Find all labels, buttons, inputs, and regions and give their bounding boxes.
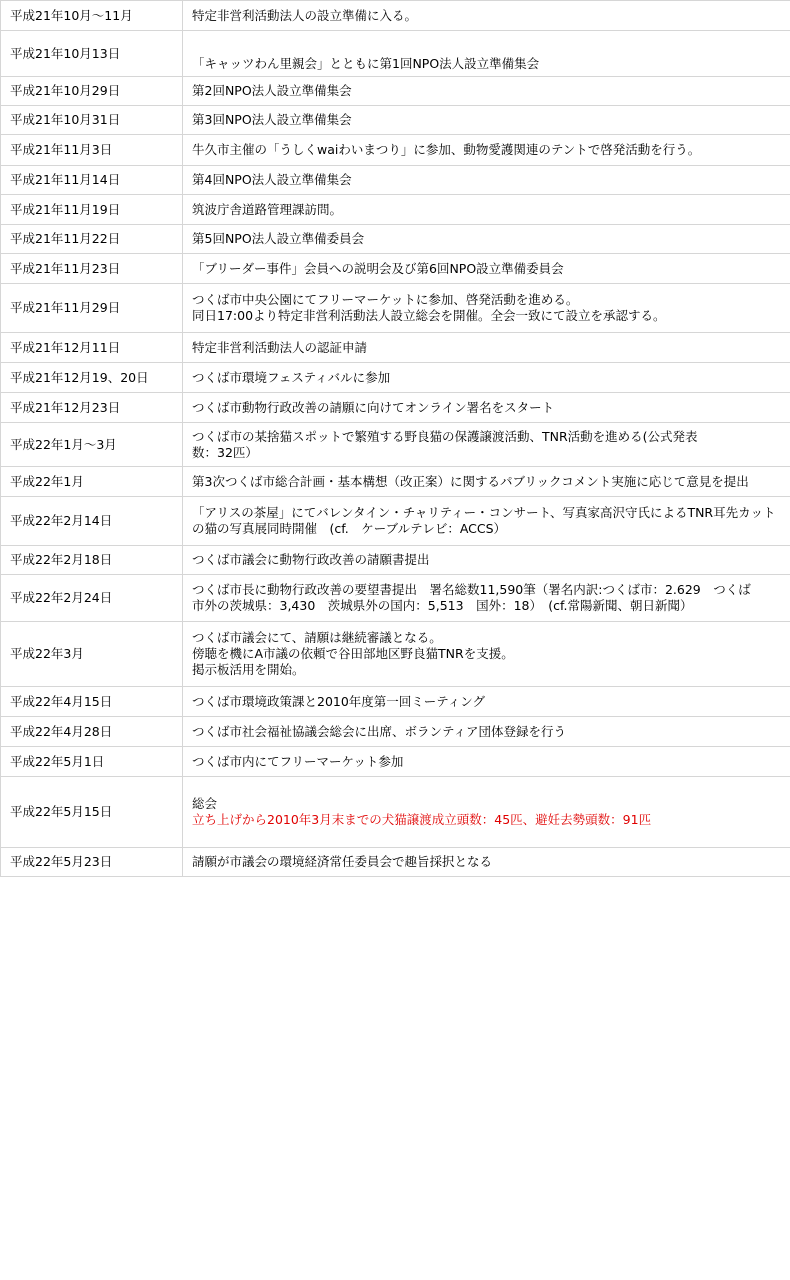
general-meeting-label: 総会 [192,796,218,811]
row-event: つくば市社会福祉協議会総会に出席、ボランティア団体登録を行う [183,717,790,747]
table-row [1,777,790,848]
row-event: 特定非営利活動法人の設立準備に入る。 [183,1,790,31]
row-date: 平成21年10月31日 [1,106,183,135]
table-row [1,363,790,393]
table-row [1,546,790,575]
row-date: 平成22年5月1日 [1,747,183,777]
row-date: 平成21年12月23日 [1,393,183,423]
row-date: 平成21年11月14日 [1,166,183,195]
row-date: 平成21年11月3日 [1,135,183,166]
row-event: 特定非営利活動法人の認証申請 [183,333,790,363]
row-event: 牛久市主催の「うしくwaiわいまつり」に参加、動物愛護関連のテントで啓発活動を行う。 [183,135,790,166]
table-row [1,77,790,106]
table-row [1,166,790,195]
table-row [1,106,790,135]
table-row [1,497,790,546]
row-date: 平成22年2月24日 [1,575,183,622]
table-row [1,687,790,717]
row-date: 平成21年12月11日 [1,333,183,363]
row-event: つくば市議会に動物行政改善の請願書提出 [183,546,790,575]
row-date: 平成21年11月22日 [1,225,183,254]
row-event [183,777,790,848]
row-event: つくば市環境政策課と2010年度第一回ミーティング [183,687,790,717]
table-row [1,1,790,31]
row-event: つくば市動物行政改善の請願に向けてオンライン署名をスタート [183,393,790,423]
row-date: 平成22年5月15日 [1,777,183,848]
table-row [1,848,790,877]
row-event: 第3回NPO法人設立準備集会 [183,106,790,135]
row-event: 第2回NPO法人設立準備集会 [183,77,790,106]
table-row [1,333,790,363]
row-date: 平成22年4月28日 [1,717,183,747]
table-row [1,622,790,687]
row-date: 平成22年2月14日 [1,497,183,546]
table-row [1,195,790,225]
table-row [1,467,790,497]
row-event: つくば市長に動物行政改善の要望書提出 署名総数11,590筆（署名内訳:つくば市：2.629 つくば 市外の茨城県：3,430 茨城県外の国内：5,513 国外：18） (cf.常陽新聞、朝日新聞） [183,575,790,622]
row-event: 「ブリーダー事件」会員への説明会及び第6回NPO設立準備委員会 [183,254,790,284]
row-date: 平成21年10月～11月 [1,1,183,31]
row-event: 「アリスの茶屋」にてバレンタイン・チャリティー・コンサート、写真家高沢守氏によるTNR耳先カット の猫の写真展同時開催 (cf. ケーブルテレビ：ACCS） [183,497,790,546]
table-row [1,254,790,284]
table-row [1,423,790,467]
table-row [1,135,790,166]
row-event: つくば市内にてフリーマーケット参加 [183,747,790,777]
row-event: 「キャッツわん里親会」とともに第1回NPO法人設立準備集会 [183,31,790,77]
table-row [1,747,790,777]
table-row [1,284,790,333]
row-event: 第3次つくば市総合計画・基本構想（改正案）に関するパブリックコメント実施に応じて意見を提出 [183,467,790,497]
row-date: 平成22年4月15日 [1,687,183,717]
row-date: 平成21年10月13日 [1,31,183,77]
table-row [1,717,790,747]
row-date: 平成22年5月23日 [1,848,183,877]
row-date: 平成22年2月18日 [1,546,183,575]
row-date: 平成22年3月 [1,622,183,687]
row-date: 平成21年10月29日 [1,77,183,106]
row-event: 第4回NPO法人設立準備集会 [183,166,790,195]
row-event: 第5回NPO法人設立準備委員会 [183,225,790,254]
table-row [1,575,790,622]
row-date: 平成21年12月19、20日 [1,363,183,393]
row-date: 平成21年11月23日 [1,254,183,284]
table-row [1,225,790,254]
table-row [1,393,790,423]
row-event: つくば市環境フェスティバルに参加 [183,363,790,393]
adoption-stats-note: 立ち上げから2010年3月末までの犬猫譲渡成立頭数：45匹、避妊去勢頭数：91匹 [192,812,652,827]
row-event: つくば市の某捨猫スポットで繁殖する野良猫の保護譲渡活動、TNR活動を進める(公式発表 数：32匹） [183,423,790,467]
table-row [1,31,790,77]
row-event: 筑波庁舎道路管理課訪問。 [183,195,790,225]
timeline-body [1,1,790,877]
row-date: 平成22年1月～3月 [1,423,183,467]
row-date: 平成22年1月 [1,467,183,497]
row-event: つくば市中央公園にてフリーマーケットに参加、啓発活動を進める。 同日17:00より特定非営利活動法人設立総会を開催。全会一致にて設立を承認する。 [183,284,790,333]
row-event: つくば市議会にて、請願は継続審議となる。 傍聴を機にA市議の依頼で谷田部地区野良猫TNRを支援。 掲示板活用を開始。 [183,622,790,687]
row-event: 請願が市議会の環境経済常任委員会で趣旨採択となる [183,848,790,877]
row-date: 平成21年11月29日 [1,284,183,333]
row-date: 平成21年11月19日 [1,195,183,225]
